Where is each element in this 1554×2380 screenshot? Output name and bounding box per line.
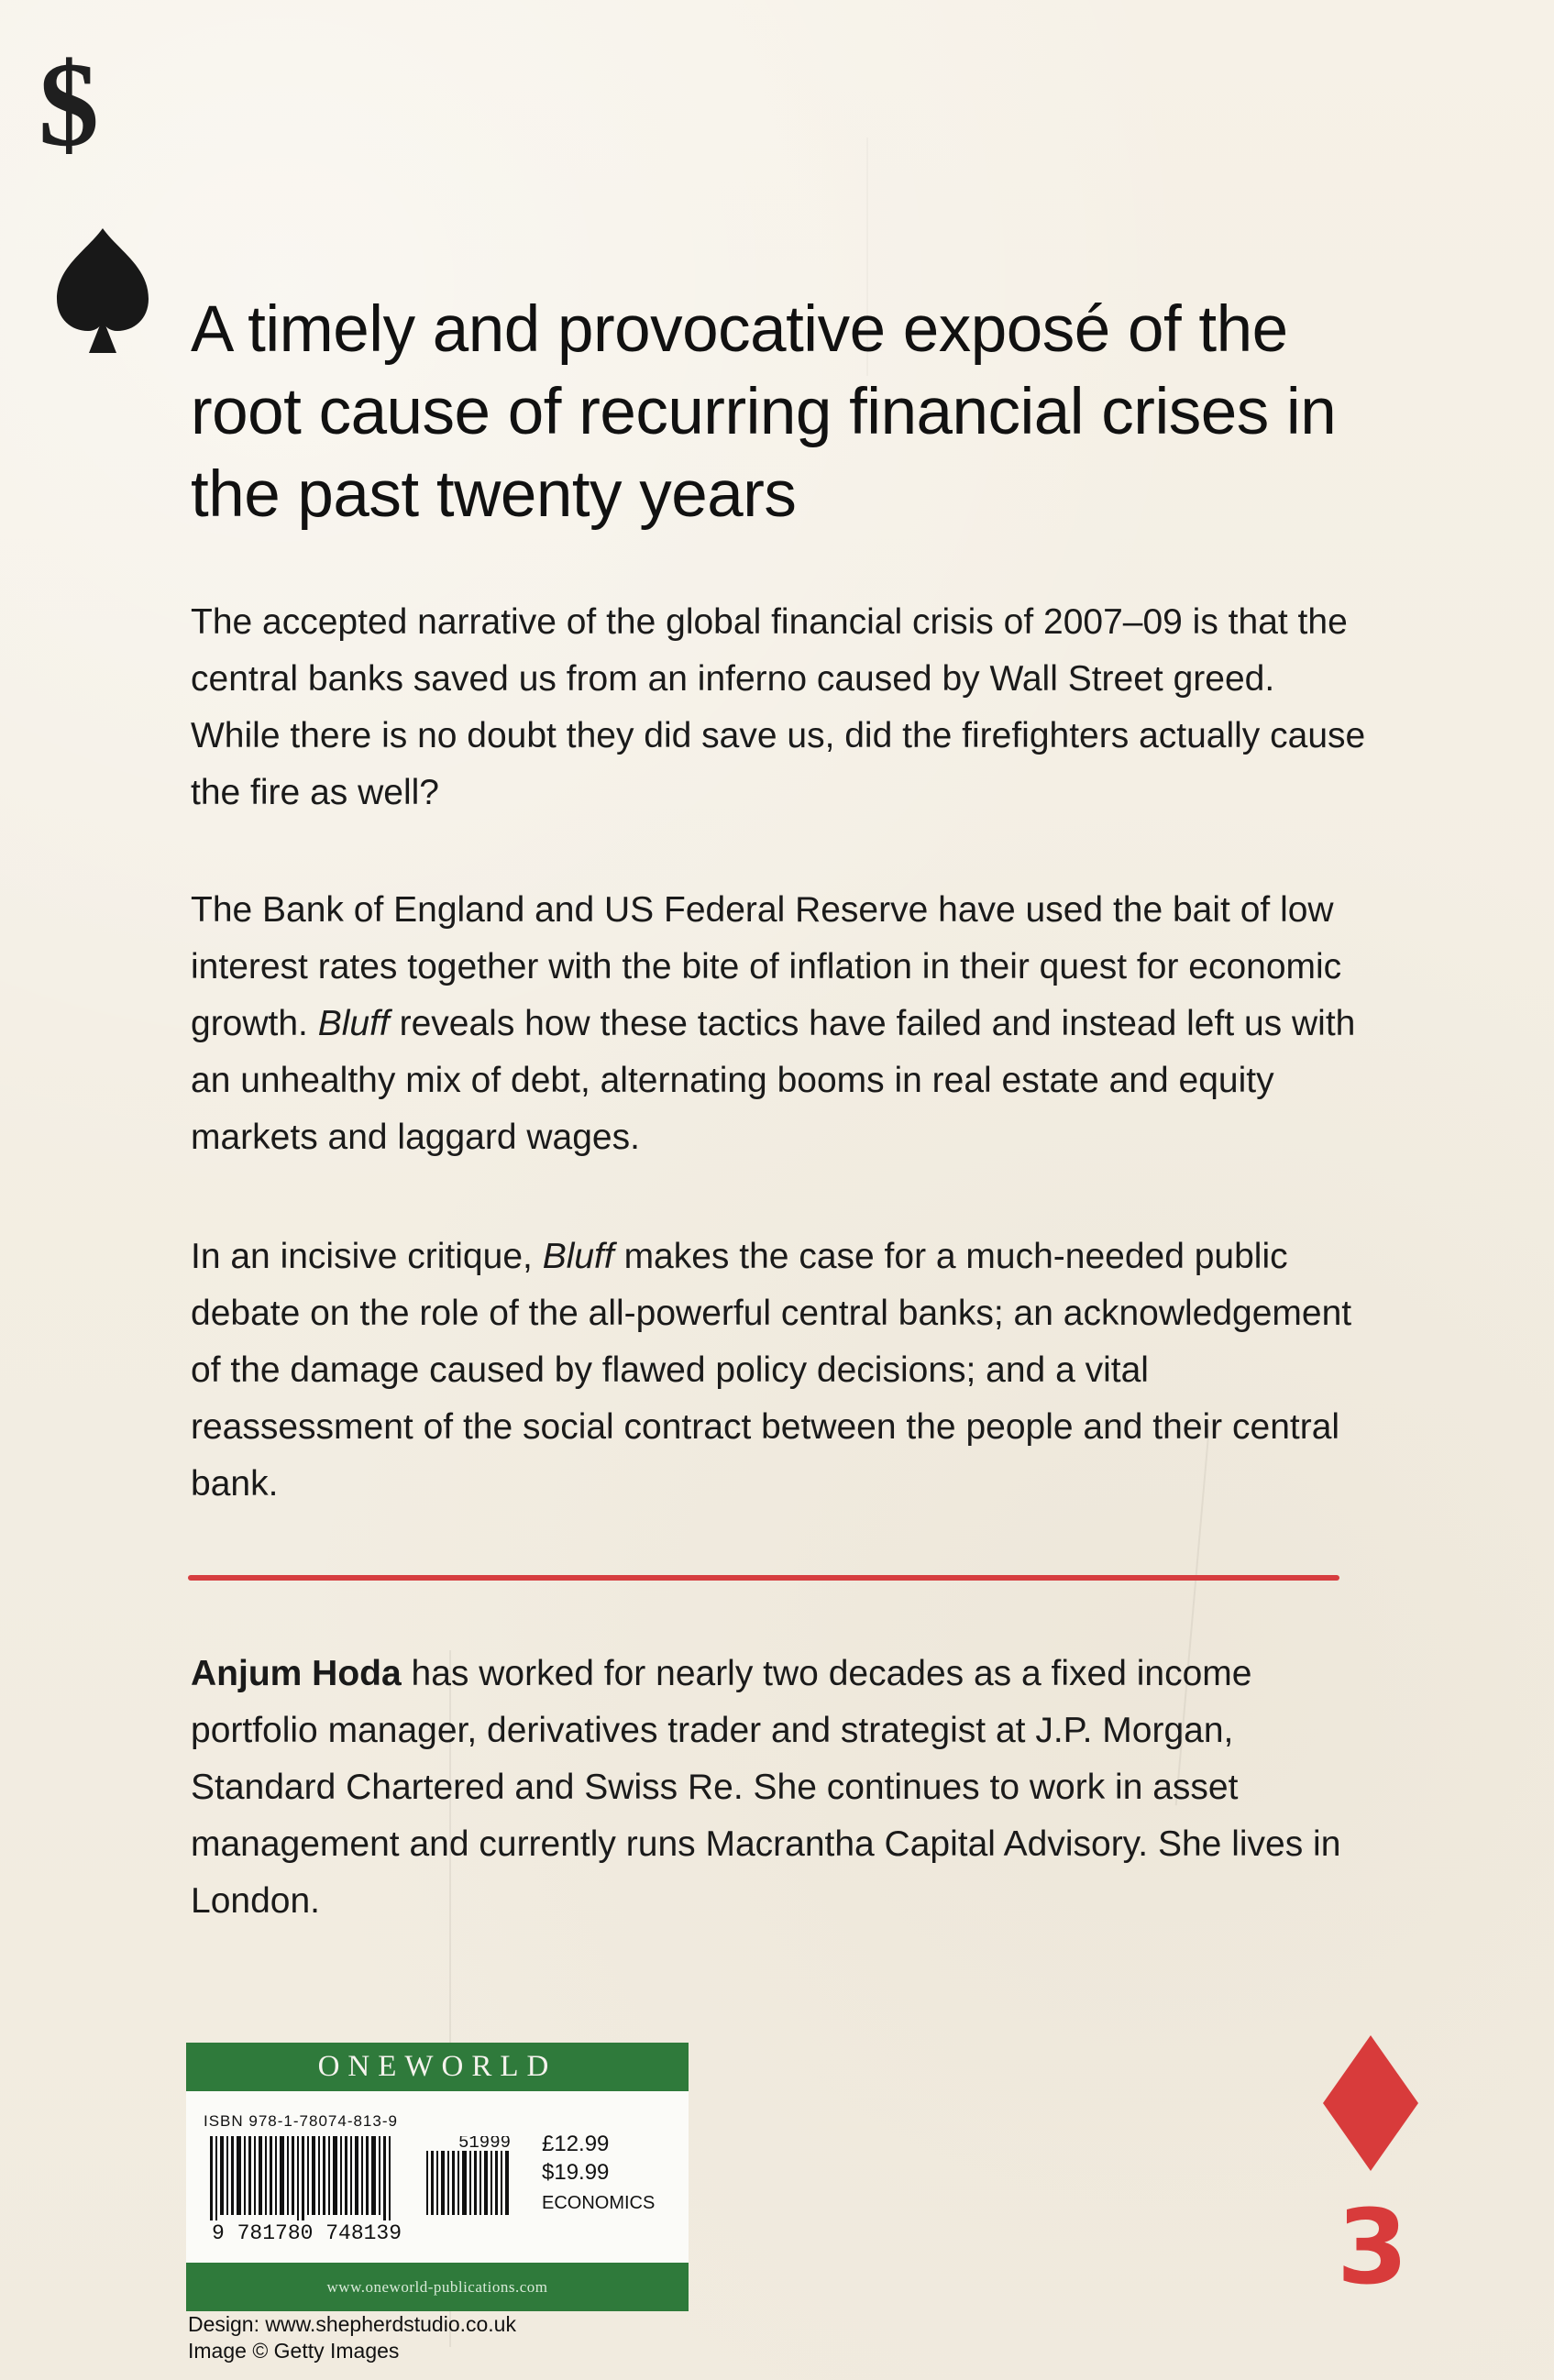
paragraph-text — [191, 1229, 1373, 1513]
book-category: ECONOMICS — [542, 2193, 656, 2213]
publisher-name: ONEWORLD — [317, 2050, 557, 2083]
book-title-emphasis: Bluff — [542, 1237, 614, 1276]
publisher-band — [186, 2043, 689, 2091]
section-divider — [188, 1575, 1339, 1581]
paragraph-text — [191, 882, 1373, 1166]
design-credit: Design: www.shepherdstudio.co.uk — [188, 2312, 516, 2336]
book-title-emphasis: Bluff — [317, 1004, 390, 1043]
description-paragraph-1 — [191, 594, 1373, 821]
price-gbp: £12.99 — [542, 2132, 610, 2156]
barcode-addon-digits: 51999 — [458, 2136, 512, 2153]
author-bio — [191, 1646, 1373, 1930]
image-credit: Image © Getty Images — [188, 2339, 400, 2363]
price-usd: $19.99 — [542, 2160, 610, 2185]
paragraph-text: The accepted narrative of the global financial crisis of 2007–09 is that the central banks saved us from an inferno caused by Wall Street greed. While there is no doubt they did save us, did the firefighters actually cause the fire as well? — [191, 602, 1366, 812]
publisher-url-band — [186, 2263, 689, 2311]
spade-icon — [50, 223, 156, 358]
paragraph-text-part: reveals how these tactics have failed and instead left us with an unhealthy mix of debt, alternating booms in real estate and equity markets and laggard wages. — [191, 1004, 1356, 1157]
description-paragraph-3 — [191, 1229, 1373, 1513]
author-name: Anjum Hoda — [191, 1654, 402, 1693]
dollar-symbol: $ — [39, 37, 99, 171]
barcode-graphic — [201, 2136, 581, 2244]
barcode-block — [186, 2043, 689, 2311]
paragraph-text-part: The Bank of England and US Federal Reserve have used the bait of low interest rates together with the bite of inflation in their quest for economic growth. — [191, 890, 1342, 1043]
card-rank: 3 — [1337, 2188, 1408, 2308]
author-bio-text: has worked for nearly two decades as a fixed income portfolio manager, derivatives trader and strategist at J.P. Morgan, Standard Chartered and Swiss Re. She continues to work in asset management and currently runs Macrantha Capital Advisory. She lives in London. — [191, 1654, 1341, 1921]
isbn-label: ISBN 978-1-78074-813-9 — [204, 2112, 398, 2130]
price-box — [542, 2130, 679, 2217]
description-paragraph-2 — [191, 882, 1373, 1166]
paragraph-text-part: makes the case for a much-needed public debate on the role of the all-powerful central banks; an acknowledgement of the damage caused by flawed policy decisions; and a vital reassessment of the social contract between the people and their central bank. — [191, 1237, 1352, 1504]
publisher-website: www.oneworld-publications.com — [326, 2277, 548, 2296]
cover-credits — [188, 2311, 516, 2364]
barcode-digits: 9 781780 748139 — [212, 2221, 402, 2244]
paragraph-text-part: In an incisive critique, — [191, 1237, 543, 1276]
diamond-icon — [1323, 2035, 1418, 2189]
headline: A timely and provocative exposé of the root cause of recurring financial crises in the past twenty years — [191, 293, 1337, 531]
